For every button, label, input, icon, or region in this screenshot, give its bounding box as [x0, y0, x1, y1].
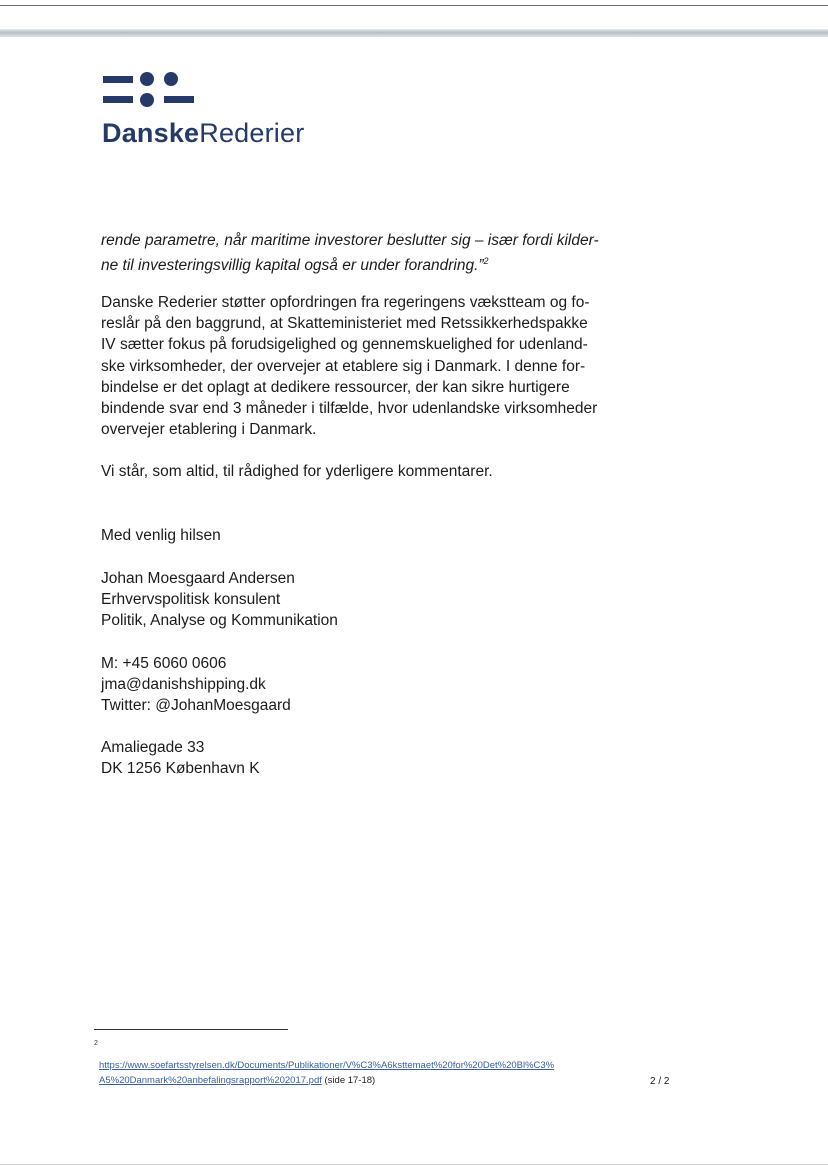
- company-logo-wordmark: DanskeRederier: [102, 118, 305, 148]
- quote-line-2: ne til investeringsvillig kapital også er under forandring.”$^2$: [101, 256, 489, 275]
- scan-header-band: [0, 29, 828, 37]
- footnote-pages: (side 17-18): [321, 1075, 376, 1086]
- danske-rederier-logo-mark: [103, 72, 195, 108]
- signature-name: Johan Moesgaard Andersen: [101, 570, 295, 587]
- footnote-link-line-1[interactable]: [99, 1058, 554, 1074]
- contact-twitter: Twitter: @JohanMoesgaard: [101, 697, 291, 714]
- signature-title: Erhvervspolitisk konsulent: [101, 591, 281, 608]
- footnote-link[interactable]: https://www.soefartsstyrelsen.dk/Documents/Publikationer/V%C3%A6ksttemaet%20for%20Det%20Bl%C3%: [99, 1060, 555, 1071]
- contact-phone: M: +45 6060 0606: [101, 655, 227, 672]
- paragraph-line: reslår på den baggrund, at Skatteministeriet med Retssikkerhedspakke: [101, 315, 588, 332]
- quote-line-1: rende parametre, når maritime investorer beslutter sig – især fordi kilder-: [101, 232, 599, 249]
- scan-bottom-edge: [0, 1164, 828, 1165]
- closing-remark: Vi står, som altid, til rådighed for yderligere kommentarer.: [101, 463, 493, 480]
- paragraph-line: bindende svar end 3 måneder i tilfælde, hvor udenlandske virksomheder: [101, 400, 598, 417]
- closing-salutation: Med venlig hilsen: [101, 527, 221, 544]
- paragraph-line: Danske Rederier støtter opfordringen fra regeringens vækstteam og fo-: [101, 294, 590, 311]
- paragraph-line: ske virksomheder, der overvejer at etablere sig i Danmark. I denne for-: [101, 358, 586, 375]
- footnote-link-line-2[interactable]: [99, 1073, 375, 1089]
- paragraph-line: overvejer etablering i Danmark.: [101, 421, 317, 438]
- paragraph-line: IV sætter fokus på forudsigelighed og gennemskuelighed for udenland-: [101, 336, 588, 353]
- page-number: 2 / 2: [650, 1076, 670, 1087]
- footnote-link[interactable]: A5%20Danmark%20anbefalingsrapport%202017.pdf: [99, 1075, 322, 1086]
- paragraph-line: bindelse er det oplagt at dedikere ressourcer, der kan sikre hurtigere: [101, 379, 570, 396]
- contact-email: jma@danishshipping.dk: [101, 676, 266, 693]
- footnote-divider: [94, 1029, 288, 1030]
- signature-department: Politik, Analyse og Kommunikation: [101, 612, 338, 629]
- footnote-reference: 2: [483, 256, 489, 266]
- address-street: Amaliegade 33: [101, 739, 205, 756]
- address-city: DK 1256 København K: [101, 760, 260, 777]
- footnote-number: 2: [94, 1040, 98, 1047]
- scan-top-edge: [0, 5, 828, 6]
